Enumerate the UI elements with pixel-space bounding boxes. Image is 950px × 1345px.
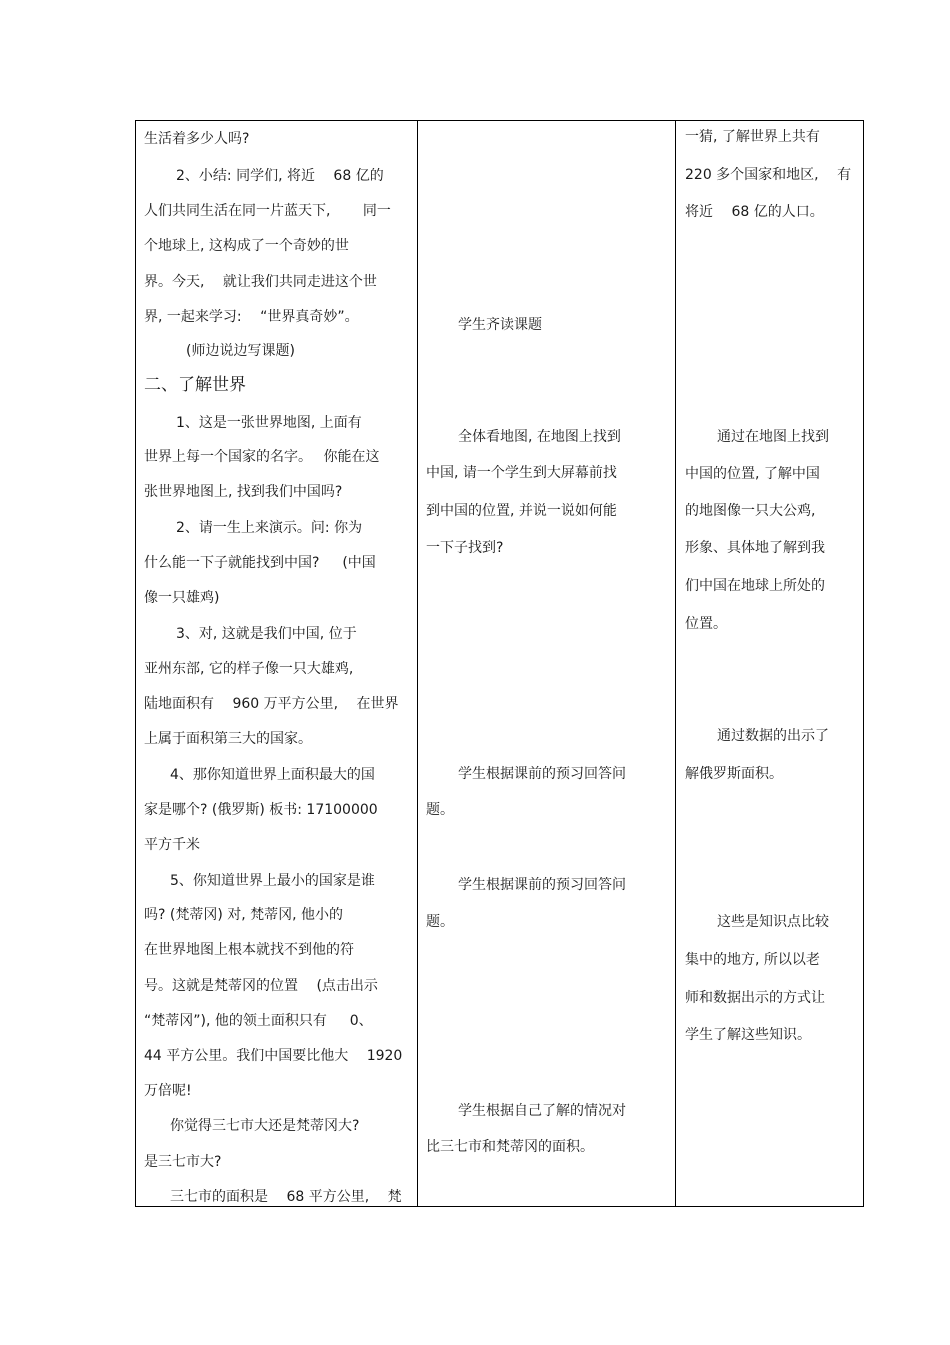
text-line: 中国的位置, 了解中国 (685, 466, 820, 482)
text-line: 题。 (426, 914, 454, 930)
text-line: 这些是知识点比较 (717, 914, 829, 930)
text-line: 家是哪个? (俄罗斯) 板书: 17100000 (144, 802, 378, 818)
text-line: 陆地面积有 960 万平方公里, 在世界 (144, 696, 399, 712)
text-line: 一下子找到? (426, 540, 504, 556)
text-line: 题。 (426, 802, 454, 818)
text-line: 万倍呢! (144, 1083, 192, 1099)
text-line: 4、那你知道世界上面积最大的国 (170, 767, 375, 783)
text-line: 生活着多少人吗? (144, 131, 250, 147)
text-line: 解俄罗斯面积。 (685, 766, 783, 782)
text-line: 到中国的位置, 并说一说如何能 (426, 503, 617, 519)
text-line: 个地球上, 这构成了一个奇妙的世 (144, 238, 349, 254)
text-line: 们中国在地球上所处的 (685, 578, 825, 594)
text-line: 三七市的面积是 68 平方公里, 梵 (170, 1189, 402, 1205)
text-line: 世界上每一个国家的名字。 你能在这 (144, 449, 380, 465)
text-line: 5、你知道世界上最小的国家是谁 (170, 873, 375, 889)
text-line: 吗? (梵蒂冈) 对, 梵蒂冈, 他小的 (144, 907, 344, 923)
text-line: 2、请一生上来演示。问: 你为 (176, 520, 363, 536)
text-line: 在世界地图上根本就找不到他的符 (144, 942, 354, 958)
text-line: 你觉得三七市大还是梵蒂冈大? (170, 1118, 360, 1134)
text-line: 学生齐读课题 (458, 317, 542, 333)
text-line: 位置。 (685, 616, 727, 632)
text-line: 集中的地方, 所以以老 (685, 952, 820, 968)
text-line: 形象、具体地了解到我 (685, 540, 825, 556)
text-line: 学生根据自己了解的情况对 (458, 1103, 626, 1119)
column-divider (417, 121, 418, 1206)
text-line: 将近 68 亿的人口。 (685, 204, 824, 220)
text-line: 师和数据出示的方式让 (685, 990, 825, 1006)
text-line: 通过在地图上找到 (717, 429, 829, 445)
text-line: 比三七市和梵蒂冈的面积。 (426, 1139, 594, 1155)
text-line: 全体看地图, 在地图上找到 (458, 429, 621, 445)
text-line: “梵蒂冈”), 他的领土面积只有 0、 (144, 1013, 373, 1029)
text-line: 1、这是一张世界地图, 上面有 (176, 415, 362, 431)
text-line: 2、小结: 同学们, 将近 68 亿的 (176, 168, 384, 184)
text-line: 学生了解这些知识。 (685, 1027, 811, 1043)
text-line: 什么能一下子就能找到中国? (中国 (144, 555, 376, 571)
text-line: 人们共同生活在同一片蓝天下, 同一 (144, 203, 391, 219)
text-line: 学生根据课前的预习回答问 (458, 877, 626, 893)
text-line: 像一只雄鸡) (144, 590, 220, 606)
text-line: 学生根据课前的预习回答问 (458, 766, 626, 782)
text-line: 是三七市大? (144, 1154, 222, 1170)
section-heading: 二、了解世界 (144, 375, 246, 395)
text-line: 3、对, 这就是我们中国, 位于 (176, 626, 357, 642)
text-line: 一猜, 了解世界上共有 (685, 129, 820, 145)
column-divider (675, 121, 676, 1206)
text-line: 的地图像一只大公鸡, (685, 503, 816, 519)
text-line: 亚州东部, 它的样子像一只大雄鸡, (144, 661, 354, 677)
text-line: 通过数据的出示了 (717, 728, 829, 744)
text-line: 号。这就是梵蒂冈的位置 (点击出示 (144, 978, 378, 994)
text-line: 界。今天, 就让我们共同走进这个世 (144, 274, 377, 290)
text-line: 平方千米 (144, 837, 200, 853)
text-line: 44 平方公里。我们中国要比他大 1920 (144, 1048, 403, 1064)
text-line: 张世界地图上, 找到我们中国吗? (144, 484, 343, 500)
text-line: (师边说边写课题) (186, 343, 295, 359)
text-line: 中国, 请一个学生到大屏幕前找 (426, 465, 617, 481)
text-line: 220 多个国家和地区, 有 (685, 167, 852, 183)
text-line: 上属于面积第三大的国家。 (144, 731, 312, 747)
text-line: 界, 一起来学习: “世界真奇妙”。 (144, 309, 359, 325)
